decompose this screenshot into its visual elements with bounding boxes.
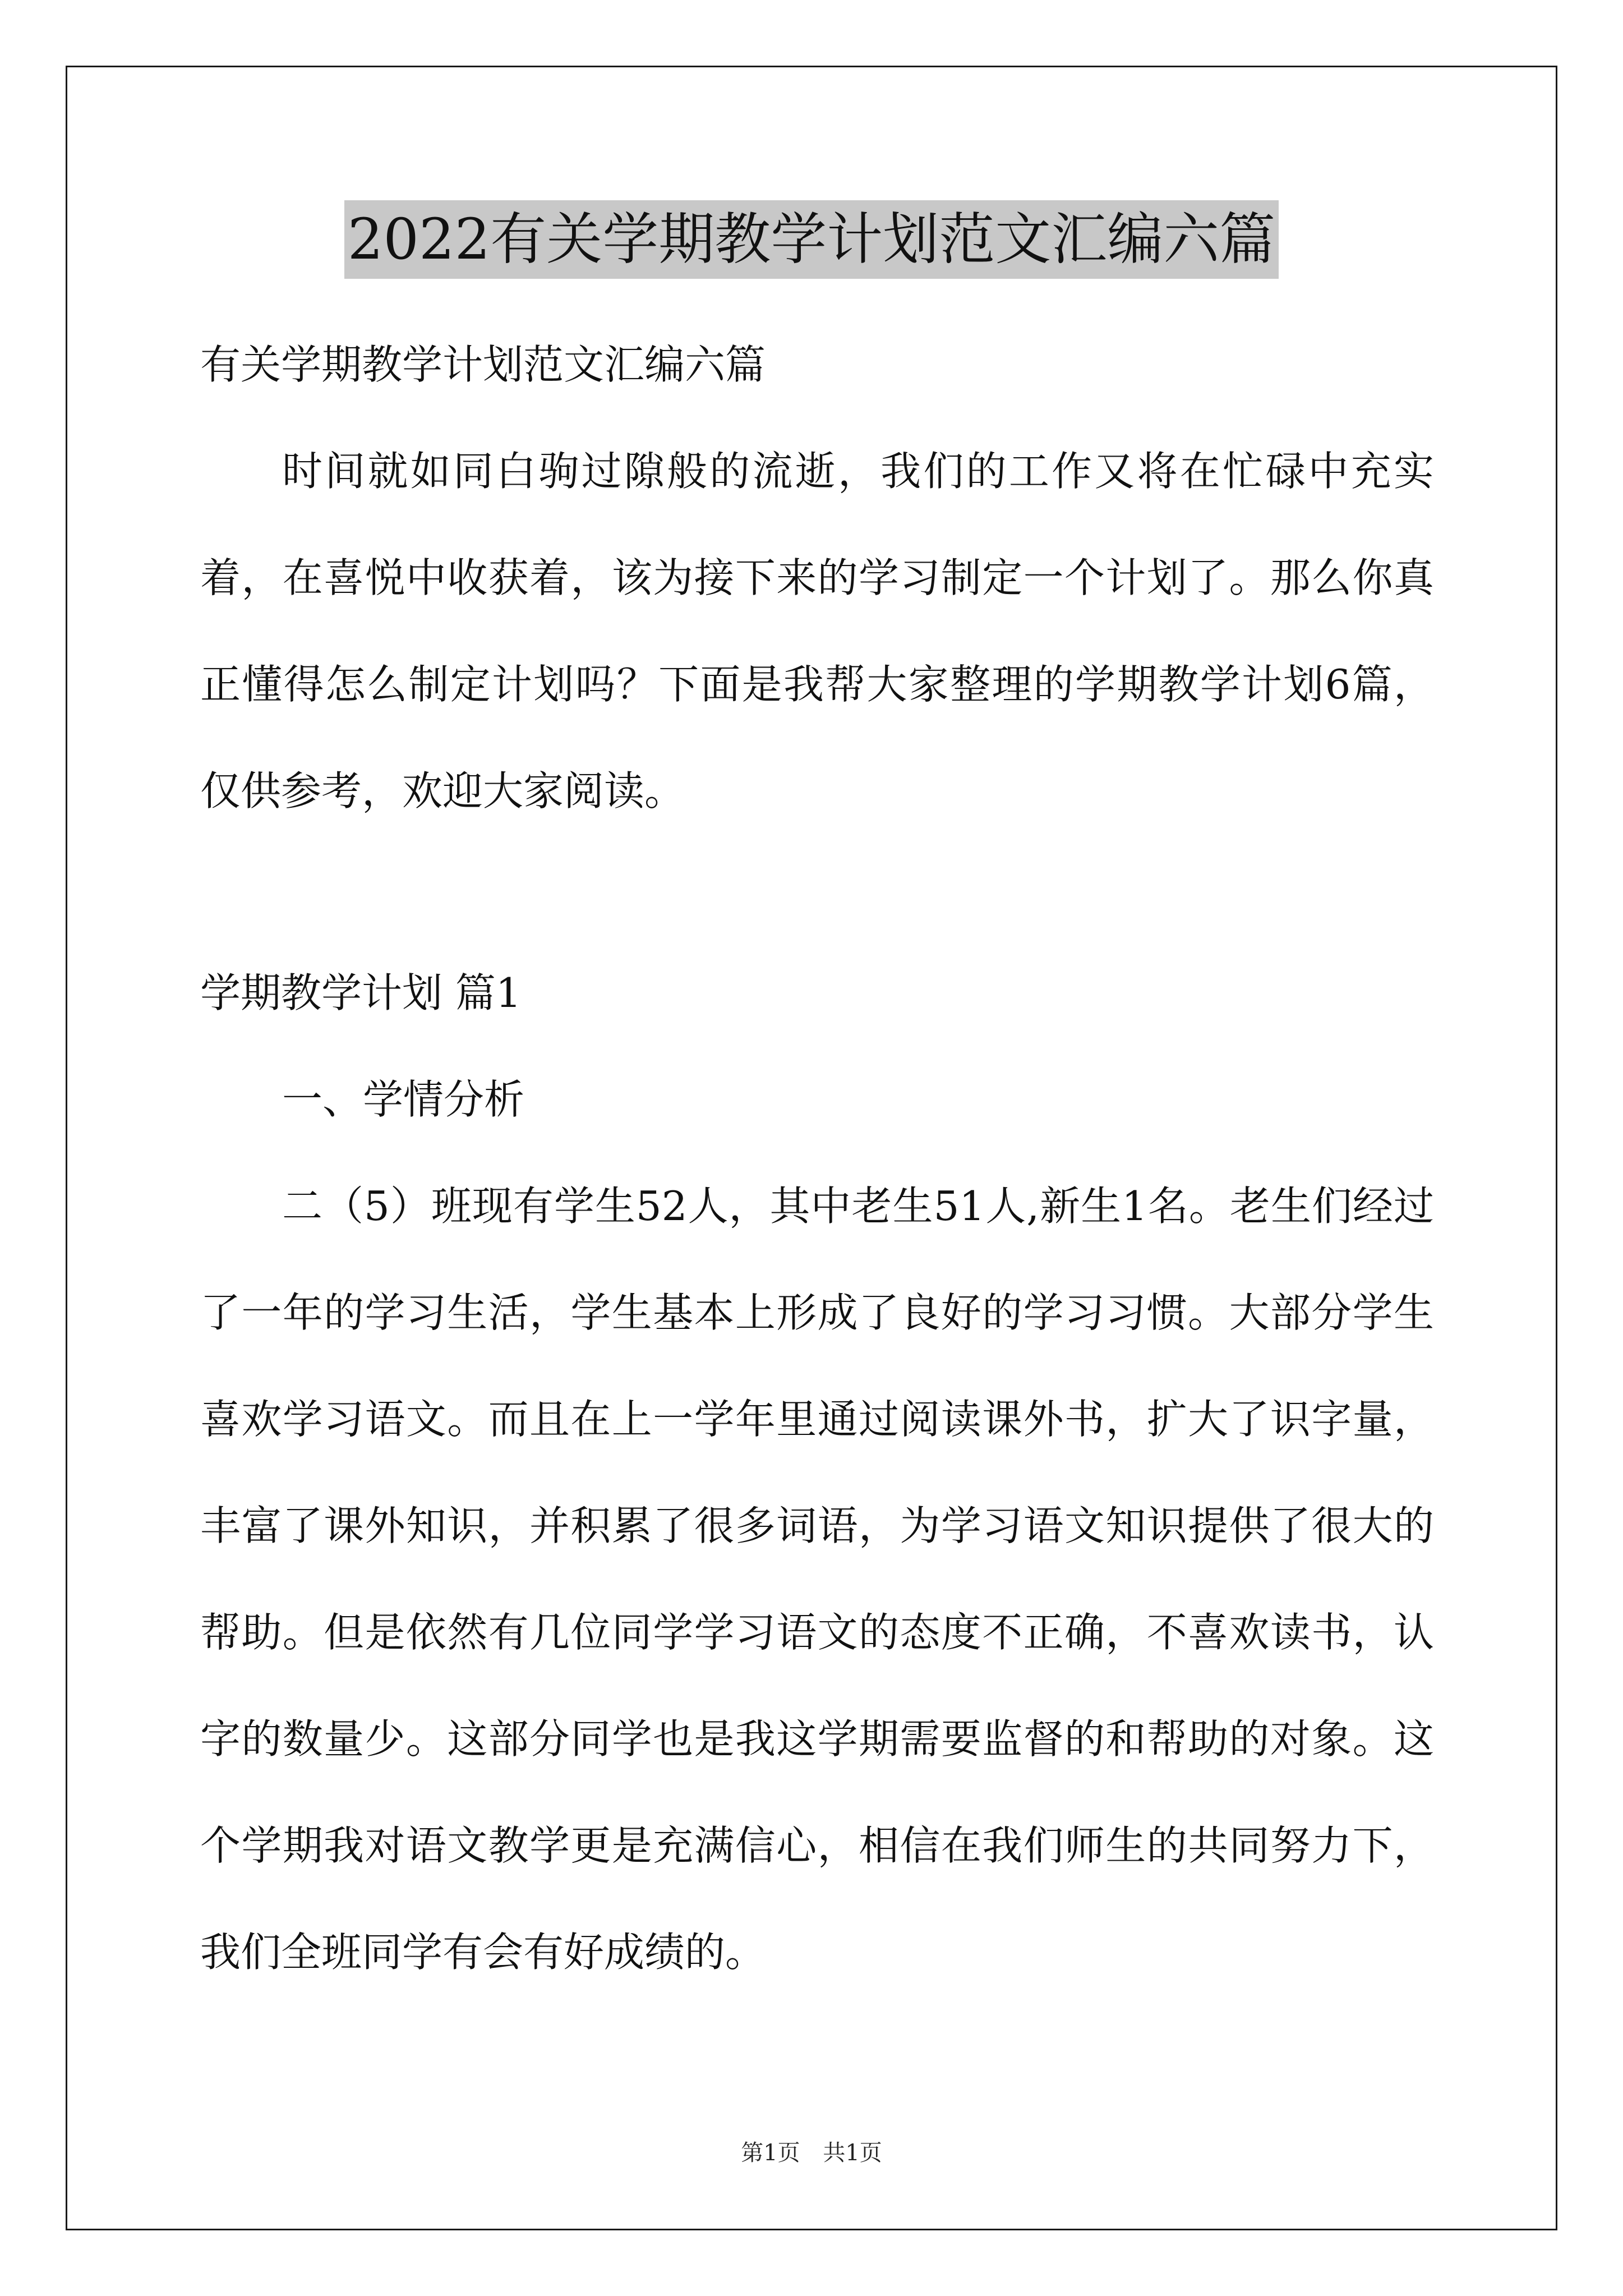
section-heading: 学期教学计划 篇1 [200,969,522,1016]
section-body-paragraph: 二（5）班现有学生52人，其中老生51人,新生1名。老生们经过了一年的学习生活，学生基本上形成了良好的学习习惯。大部分学生喜欢学习语文。而且在上一学年里通过阅读课外书，扩大了识字量，丰富了课外知识，并积累了很多词语，为学习语文知识提供了很大的帮助。但是依然有几位同学学习语文的态度不正确，不喜欢读书，认字的数量少。这部分同学也是我这学期需要监督的和帮助的对象。这个学期我对语文教学更是充满信心，相信在我们师生的共同努力下，我们全班同学有会有好成绩的。 [200,1182,1434,1976]
page-footer [0,2136,1623,2170]
intro-paragraph: 时间就如同白驹过隙般的流逝，我们的工作又将在忙碌中充实着，在喜悦中收获着，该为接下来的学习制定一个计划了。那么你真正懂得怎么制定计划吗？下面是我帮大家整理的学期教学计划6篇，仅供参考，欢迎大家阅读。 [200,448,1434,815]
document-subtitle: 有关学期教学计划范文汇编六篇 [200,341,766,388]
title-container [0,200,1623,279]
document-title: 2022有关学期教学计划范文汇编六篇 [344,200,1279,279]
page-number-current: 第1页 [741,2140,800,2166]
page-number-total: 共1页 [823,2140,882,2166]
section-subheading: 一、学情分析 [282,1076,525,1123]
document-body [200,311,1434,2005]
